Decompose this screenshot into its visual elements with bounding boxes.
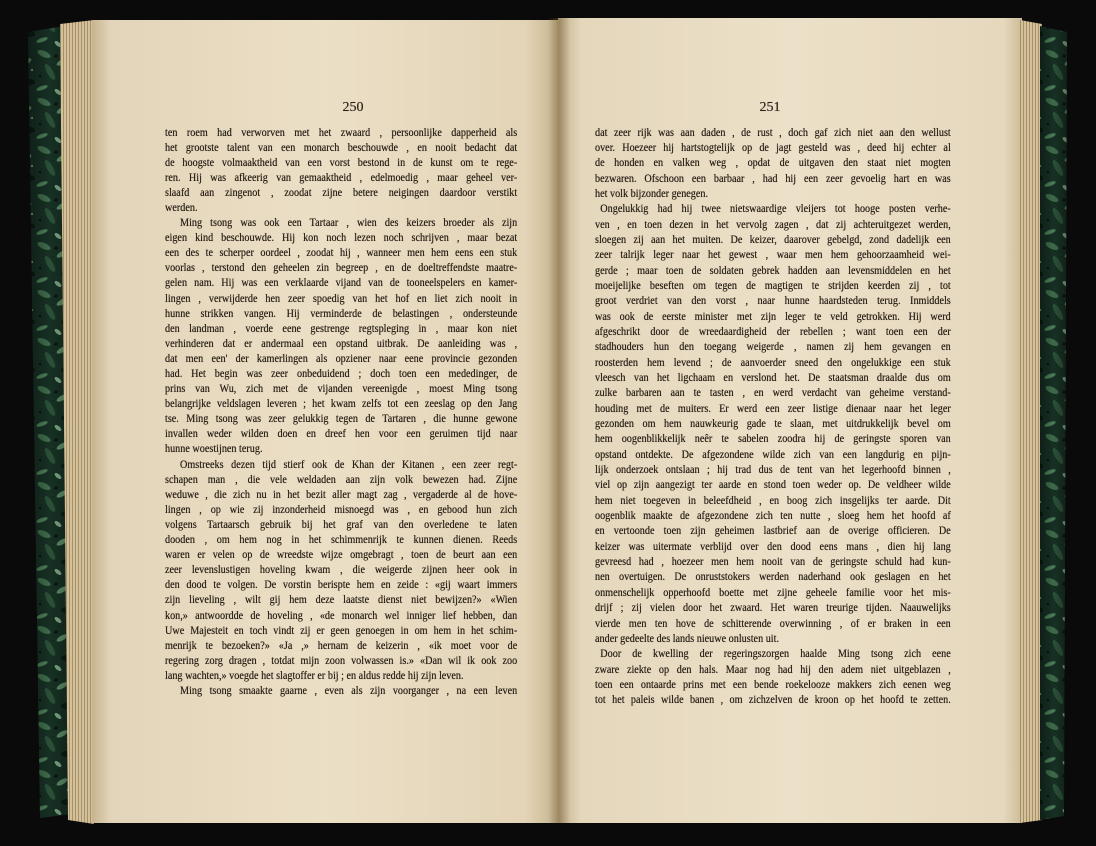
text-line: gezonden om hem nauwkeurig gade te slaan, met uitdrukkelijk bevel om bbox=[595, 418, 951, 431]
text-line: groot verdriet van den vorst , naar hunne haardsteden terug. Inmiddels bbox=[595, 295, 951, 308]
text-line: lijk onderzoek ontslaan ; hij trad dus de tent van het legerhoofd binnen , bbox=[595, 464, 951, 477]
text-line: ten roem had verworven met het zwaard , persoonlijke dapperheid als bbox=[165, 126, 518, 139]
text-line: den landman , voerde eene gestrenge regtspleging in , maar kon niet bbox=[165, 322, 518, 335]
text-line: nen overtuigen. De onruststokers werden naderhand ook geslagen en het bbox=[595, 571, 951, 584]
text-line: dat men een' der kamerlingen als opziener naar eene provincie gezonden bbox=[165, 352, 518, 365]
text-line: hunne woestijnen terug. bbox=[165, 443, 263, 456]
text-line: drijf ; zij vielen door het zwaard. Het waren treurige tijden. Naauwelijks bbox=[595, 602, 951, 615]
text-line: een des te scherper oordeel , zoodat hij , wanneer men hem eens een stuk bbox=[165, 247, 518, 260]
text-line: lingen , op wie zij inzonderheid misnoegd was , en gebood hun zich bbox=[165, 503, 518, 516]
right-page-text bbox=[595, 126, 951, 709]
text-line: ren. Hij was afkeerig van gemaaktheid , edelmoedig , maar geheel ver- bbox=[165, 171, 518, 184]
paragraph bbox=[595, 202, 951, 647]
text-line: werden. bbox=[165, 201, 198, 214]
text-line: de hoogste volmaaktheid van een vorst bestond in de kunst om te rege- bbox=[165, 156, 518, 169]
text-line: lingen , verwijderde hen zeer spoedig van het hof en liet zich nooit in bbox=[165, 292, 518, 305]
text-line: ven , en toen dezen in het vervolg zagen , dat zij achteruitgezet werden, bbox=[595, 218, 951, 231]
text-line: gevreesd had , hoezeer men hem nooit van de geringste schuld had kun- bbox=[595, 556, 951, 569]
text-line: Door de kwelling der regeringszorgen haalde Ming tsong zich eene bbox=[600, 648, 951, 661]
paragraph bbox=[595, 647, 951, 708]
text-line: vleesch van het ligchaam en verslond het. De staatsman draalde dus om bbox=[595, 372, 951, 384]
text-line: Omstreeks dezen tijd stierf ook de Khan der Kitanen , een zeer regt- bbox=[180, 458, 518, 471]
text-line: toen een ontaarde prins met een bende roekelooze makkers zich eenen weg bbox=[595, 678, 951, 691]
text-line: stadhouders hun den toegang weigerde , namen zij hem gevangen en bbox=[595, 341, 951, 354]
text-line: had. Het begin was zeer onbeduidend ; doch toen een mededinger, de bbox=[165, 368, 518, 380]
text-line: eigen kind beschouwde. Hij kon noch lezen noch schrijven , maar bezat bbox=[165, 232, 518, 245]
text-line: schapen man , die vele weldaden aan zijn volk bewezen had. Zijne bbox=[165, 473, 518, 486]
text-line: sloegen zij aan het muiten. De keizer, daarover gebelgd, zond dadelijk een bbox=[595, 233, 951, 246]
text-line: zware ziekte op den hals. Maar nog had hij den adem niet uitgeblazen , bbox=[595, 663, 951, 676]
text-line: lang wachten,» voegde het slagtoffer er bij ; en aldus redde hij zijn leven. bbox=[165, 669, 464, 682]
text-line: vierde men ten hove de schitterende overwinning , of er braken in een bbox=[595, 617, 951, 630]
right-page-edges bbox=[1020, 20, 1042, 823]
text-line: afgeschrikt door de wreedaardigheid der rebellen ; want toen een der bbox=[595, 325, 951, 338]
text-line: zeer talrijk leger naar het gewest , waar men hem gehoorzaamheid wei- bbox=[595, 249, 951, 262]
text-line: was ook de eerste minister met zijn leger te veld getrokken. Hij werd bbox=[595, 310, 951, 323]
page-number-right: 251 bbox=[759, 100, 781, 115]
text-line: verhinderen dat er andermaal een opstand uitbrak. De aanleiding was , bbox=[165, 337, 518, 350]
gutter-shadow bbox=[548, 18, 570, 823]
text-line: waren er velen op de wreedste wijze omgebragt , toen de beurt aan een bbox=[165, 549, 518, 562]
text-line: belangrijke veldslagen leveren ; het kwam zelfs tot een zeeslag op den Jang bbox=[165, 398, 518, 411]
text-line: moeijelijke beseften om tegen de magtigen te strijden keerden zij , tot bbox=[595, 279, 951, 292]
paragraph bbox=[165, 216, 517, 458]
text-line: en vertoonde toen zijn geheimen lastbrief aan de overige officieren. De bbox=[595, 525, 951, 538]
paragraph bbox=[165, 458, 517, 684]
text-line: oogenblik maakte de afgezondene zich ten nutte , sloeg hem het hoofd af bbox=[595, 510, 951, 523]
text-line: viel op zijn aangezigt ter aarde en stond toen weder op. De veldheer wilde bbox=[595, 479, 951, 492]
text-line: menrijk te bezoeken?» «Ja ,» hernam de keizerin , «ik moet voor de bbox=[165, 639, 518, 652]
paragraph bbox=[595, 126, 951, 203]
text-line: de honden en valken weg , opdat de uitgaven den staat niet mogten bbox=[595, 157, 951, 170]
text-line: volgens Tartaarsch gebruik bij het graf van den overledene te laten bbox=[165, 518, 518, 531]
text-line: houding met de muiters. Er werd een zeer listige dienaar naar het leger bbox=[595, 402, 951, 415]
text-line: roosterden hem levend ; de aanvoerder sneed den ongelukkige een stuk bbox=[595, 356, 951, 369]
text-line: voorlas , terstond den geheelen zin begreep , en de doeltreffendste maatre- bbox=[165, 262, 518, 275]
text-line: keizer was uitermate verblijd over den dood eens mans , dien hij lang bbox=[595, 540, 951, 553]
text-line: dooden , om hem nog in het schimmenrijk te kunnen dienen. Reeds bbox=[165, 534, 518, 547]
text-line: ander gedeelte des lands nieuwe onlusten uit. bbox=[595, 632, 779, 645]
text-line: hem oogenblikkelijk neêr te sabelen zoodra hij de geringste sporen van bbox=[595, 433, 951, 446]
left-page-text bbox=[165, 126, 517, 700]
text-line: prins van Wu, zich met de vijanden vereenigde , moest Ming tsong bbox=[165, 383, 518, 396]
text-line: zijn lieveling , wilt gij hem deze laatste dienst niet bewijzen?» «Wien bbox=[165, 594, 518, 607]
text-line: tot het paleis wilde banen , om zichzelven de kroon op het hoofd te zetten. bbox=[595, 694, 951, 707]
text-line: zulke barbaren aan te tasten , en werd verdacht van geheime verstand- bbox=[595, 387, 951, 400]
text-line: tse. Ming tsong was zeer gelukkig tegen de Tartaren , die hunne gewone bbox=[165, 413, 518, 426]
text-line: dat zeer rijk was aan daden , de rust , doch gaf zich niet aan den wellust bbox=[595, 126, 951, 139]
text-line: het grootste talent van een monarch beschouwde , en nooit bedacht dat bbox=[165, 141, 518, 154]
text-line: kon,» antwoordde de hoveling , «de monarch wel inniger lief hebben, dan bbox=[165, 609, 518, 622]
text-line: Ming tsong was ook een Tartaar , wien des keizers broeder als zijn bbox=[180, 217, 518, 230]
text-line: regering zorg dragen , totdat mijn zoon volwassen is.» «Dan wil ik ook zoo bbox=[165, 654, 518, 667]
text-line: hunne strikken vangen. Hij verminderde de belastingen , ondersteunde bbox=[165, 307, 518, 320]
text-line: Ming tsong smaakte gaarne , even als zijn voorganger , na een leven bbox=[180, 684, 518, 697]
text-line: hem niet toegeven in beleefdheid , en boog zich insgelijks ter aarde. Dit bbox=[595, 494, 951, 507]
text-line: onmenschelijk opperhoofd boette met zijne geheele familie voor het mis- bbox=[595, 586, 951, 599]
page-number-left: 250 bbox=[342, 100, 364, 115]
text-line: invallen weder wilden doen en dreef hen voor een geruimen tijd naar bbox=[165, 428, 518, 441]
text-line: het volk bijzonder genegen. bbox=[595, 187, 709, 200]
text-line: gelen nam. Hij was een verklaarde vijand van de tooneelspelers en kamer- bbox=[165, 277, 518, 290]
text-line: zeer levenslustigen hoveling kwam , die weigerde zijnen heer ook in bbox=[165, 564, 518, 577]
text-line: gerde ; maar toen de soldaten gebrek hadden aan levensmiddelen en het bbox=[595, 264, 951, 277]
text-line: over. Hoezeer hij hartstogtelijk op de jagt gesteld was , deed hij echter al bbox=[595, 141, 951, 154]
right-cover-shade bbox=[1040, 26, 1067, 820]
text-line: bezwaren. Ofschoon een barbaar , had hij een zeer gevoelig hart en was bbox=[595, 172, 951, 185]
text-line: slaafd aan zingenot , zoodat zijne betere neigingen daardoor verstikt bbox=[165, 186, 518, 199]
text-line: Ongelukkig had hij twee nietswaardige vleijers tot hooge posten verhe- bbox=[600, 203, 951, 216]
text-line: opstand ontdekte. De afgezondene wilde zich van een langdurig en pijn- bbox=[595, 448, 951, 461]
text-line: weduwe , die zich nu in het bezit aller magt zag , vergaderde al de hove- bbox=[165, 488, 518, 501]
text-line: Uwe Majesteit en toch vindt zij er geen genoegen in om hem in het schim- bbox=[165, 624, 518, 637]
paragraph bbox=[165, 126, 517, 217]
paragraph bbox=[165, 684, 517, 699]
text-line: den dood te volgen. De vorstin berispte hem en zeide : «gij waart immers bbox=[165, 579, 518, 592]
